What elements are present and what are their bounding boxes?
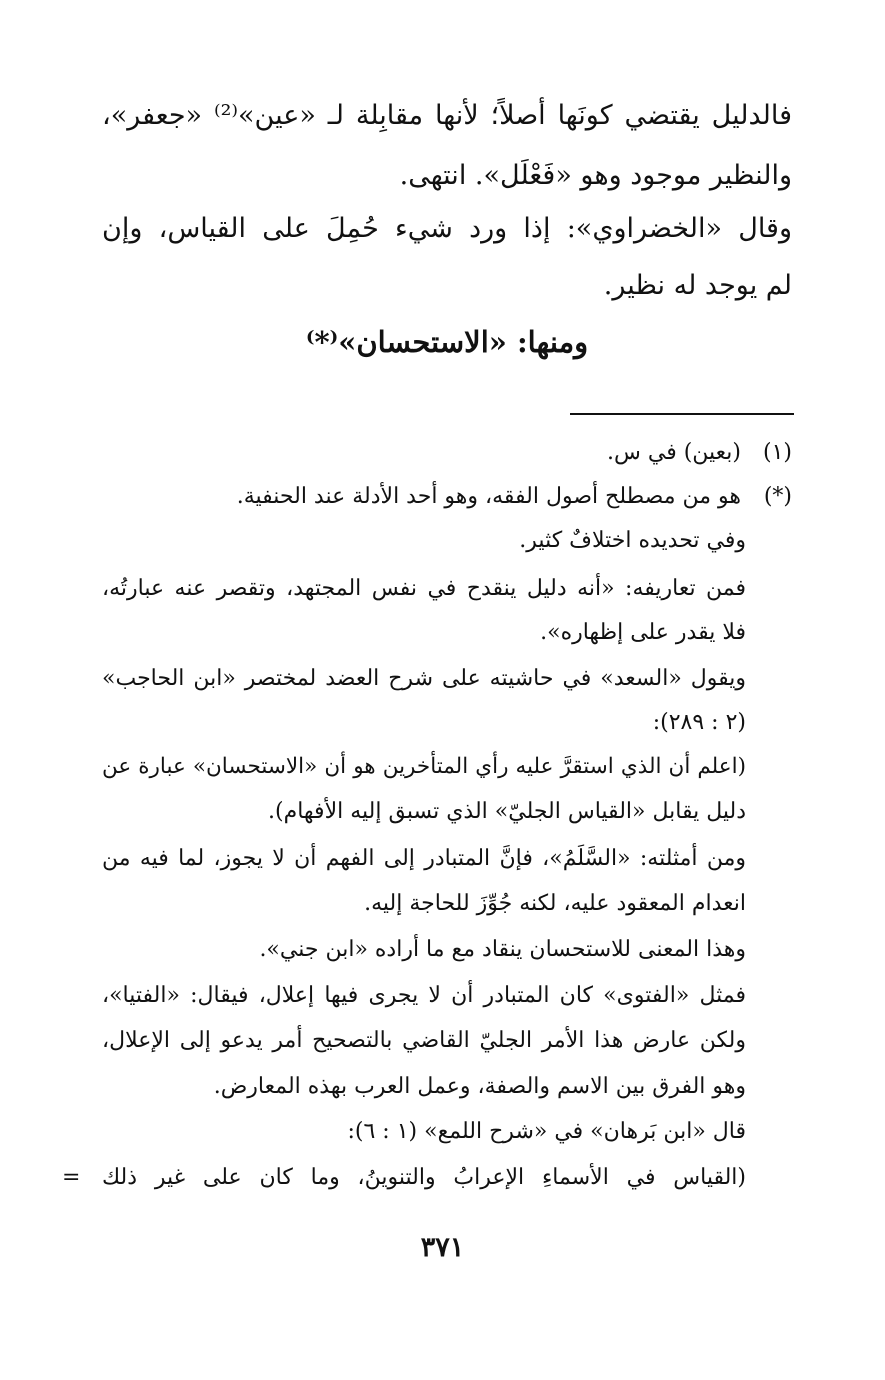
footnote-line: (٢ : ٢٨٩): bbox=[652, 710, 746, 735]
footnote-star-marker: (*) bbox=[763, 484, 792, 509]
footnote-line: فمثل «الفتوى» كان المتبادر أن لا يجرى فيها إعلال، فيقال: «الفتيا»، bbox=[102, 983, 746, 1008]
footnote-1-marker: (١) bbox=[762, 440, 792, 465]
footnote-line: وفي تحديده اختلافٌ كثير. bbox=[519, 528, 746, 553]
footnote-star-text: هو من مصطلح أصول الفقه، وهو أحد الأدلة عند الحنفية. bbox=[236, 484, 741, 509]
footnote-line: فمن تعاريفه: «أنه دليل ينقدح في نفس المجتهد، وتقصر عنه عبارتُه، bbox=[102, 576, 746, 601]
footnote-star bbox=[102, 484, 792, 510]
footnote-1 bbox=[102, 440, 792, 466]
footnote-line: قال «ابن بَرهان» في «شرح اللمع» (١ : ٦): bbox=[347, 1119, 746, 1144]
section-heading: ومنها: «الاستحسان»⁽*⁾ bbox=[305, 325, 589, 359]
footnote-line: وهذا المعنى للاستحسان ينقاد مع ما أراده «ابن جني». bbox=[259, 937, 746, 962]
footnote-line: ولكن عارض هذا الأمر الجليّ القاضي بالتصحيح أمر يدعو إلى الإعلال، bbox=[102, 1028, 746, 1053]
footnote-line: انعدام المعقود عليه، لكنه جُوِّزَ للحاجة إليه. bbox=[364, 891, 746, 916]
footnote-line: ومن أمثلته: «السَّلَمُ»، فإنَّ المتبادر إلى الفهم أن لا يجوز، لما فيه من bbox=[102, 846, 746, 871]
footnote-line: فلا يقدر على إظهاره». bbox=[540, 620, 746, 645]
footnote-1-text: (بعين) في س. bbox=[607, 440, 741, 465]
body-line-3: وقال «الخضراوي»: إذا ورد شيء حُمِلَ على القياس، وإن bbox=[102, 213, 792, 244]
footnote-separator bbox=[570, 413, 794, 415]
footnote-line: وهو الفرق بين الاسم والصفة، وعمل العرب بهذه المعارض. bbox=[213, 1074, 746, 1099]
continuation-mark: = bbox=[62, 1165, 81, 1190]
body-line-4: لم يوجد له نظير. bbox=[603, 270, 792, 301]
footnote-line: ويقول «السعد» في حاشيته على شرح العضد لمختصر «ابن الحاجب» bbox=[102, 666, 746, 691]
body-line-2: والنظير موجود وهو «فَعْلَل». انتهى. bbox=[399, 160, 792, 191]
body-line-1: فالدليل يقتضي كونَها أصلاً؛ لأنها مقابِلة لـ «عين»⁽²⁾ «جعفر»، bbox=[102, 100, 792, 131]
footnote-line: دليل يقابل «القياس الجليّ» الذي تسبق إليه الأفهام). bbox=[268, 799, 746, 824]
page-number: ٣٧١ bbox=[420, 1232, 465, 1263]
footnote-line: (اعلم أن الذي استقرَّ عليه رأي المتأخرين هو أن «الاستحسان» عبارة عن bbox=[102, 754, 746, 779]
footnote-line: (القياس في الأسماءِ الإعرابُ والتنوينُ، وما كان على غير ذلك bbox=[102, 1165, 746, 1190]
